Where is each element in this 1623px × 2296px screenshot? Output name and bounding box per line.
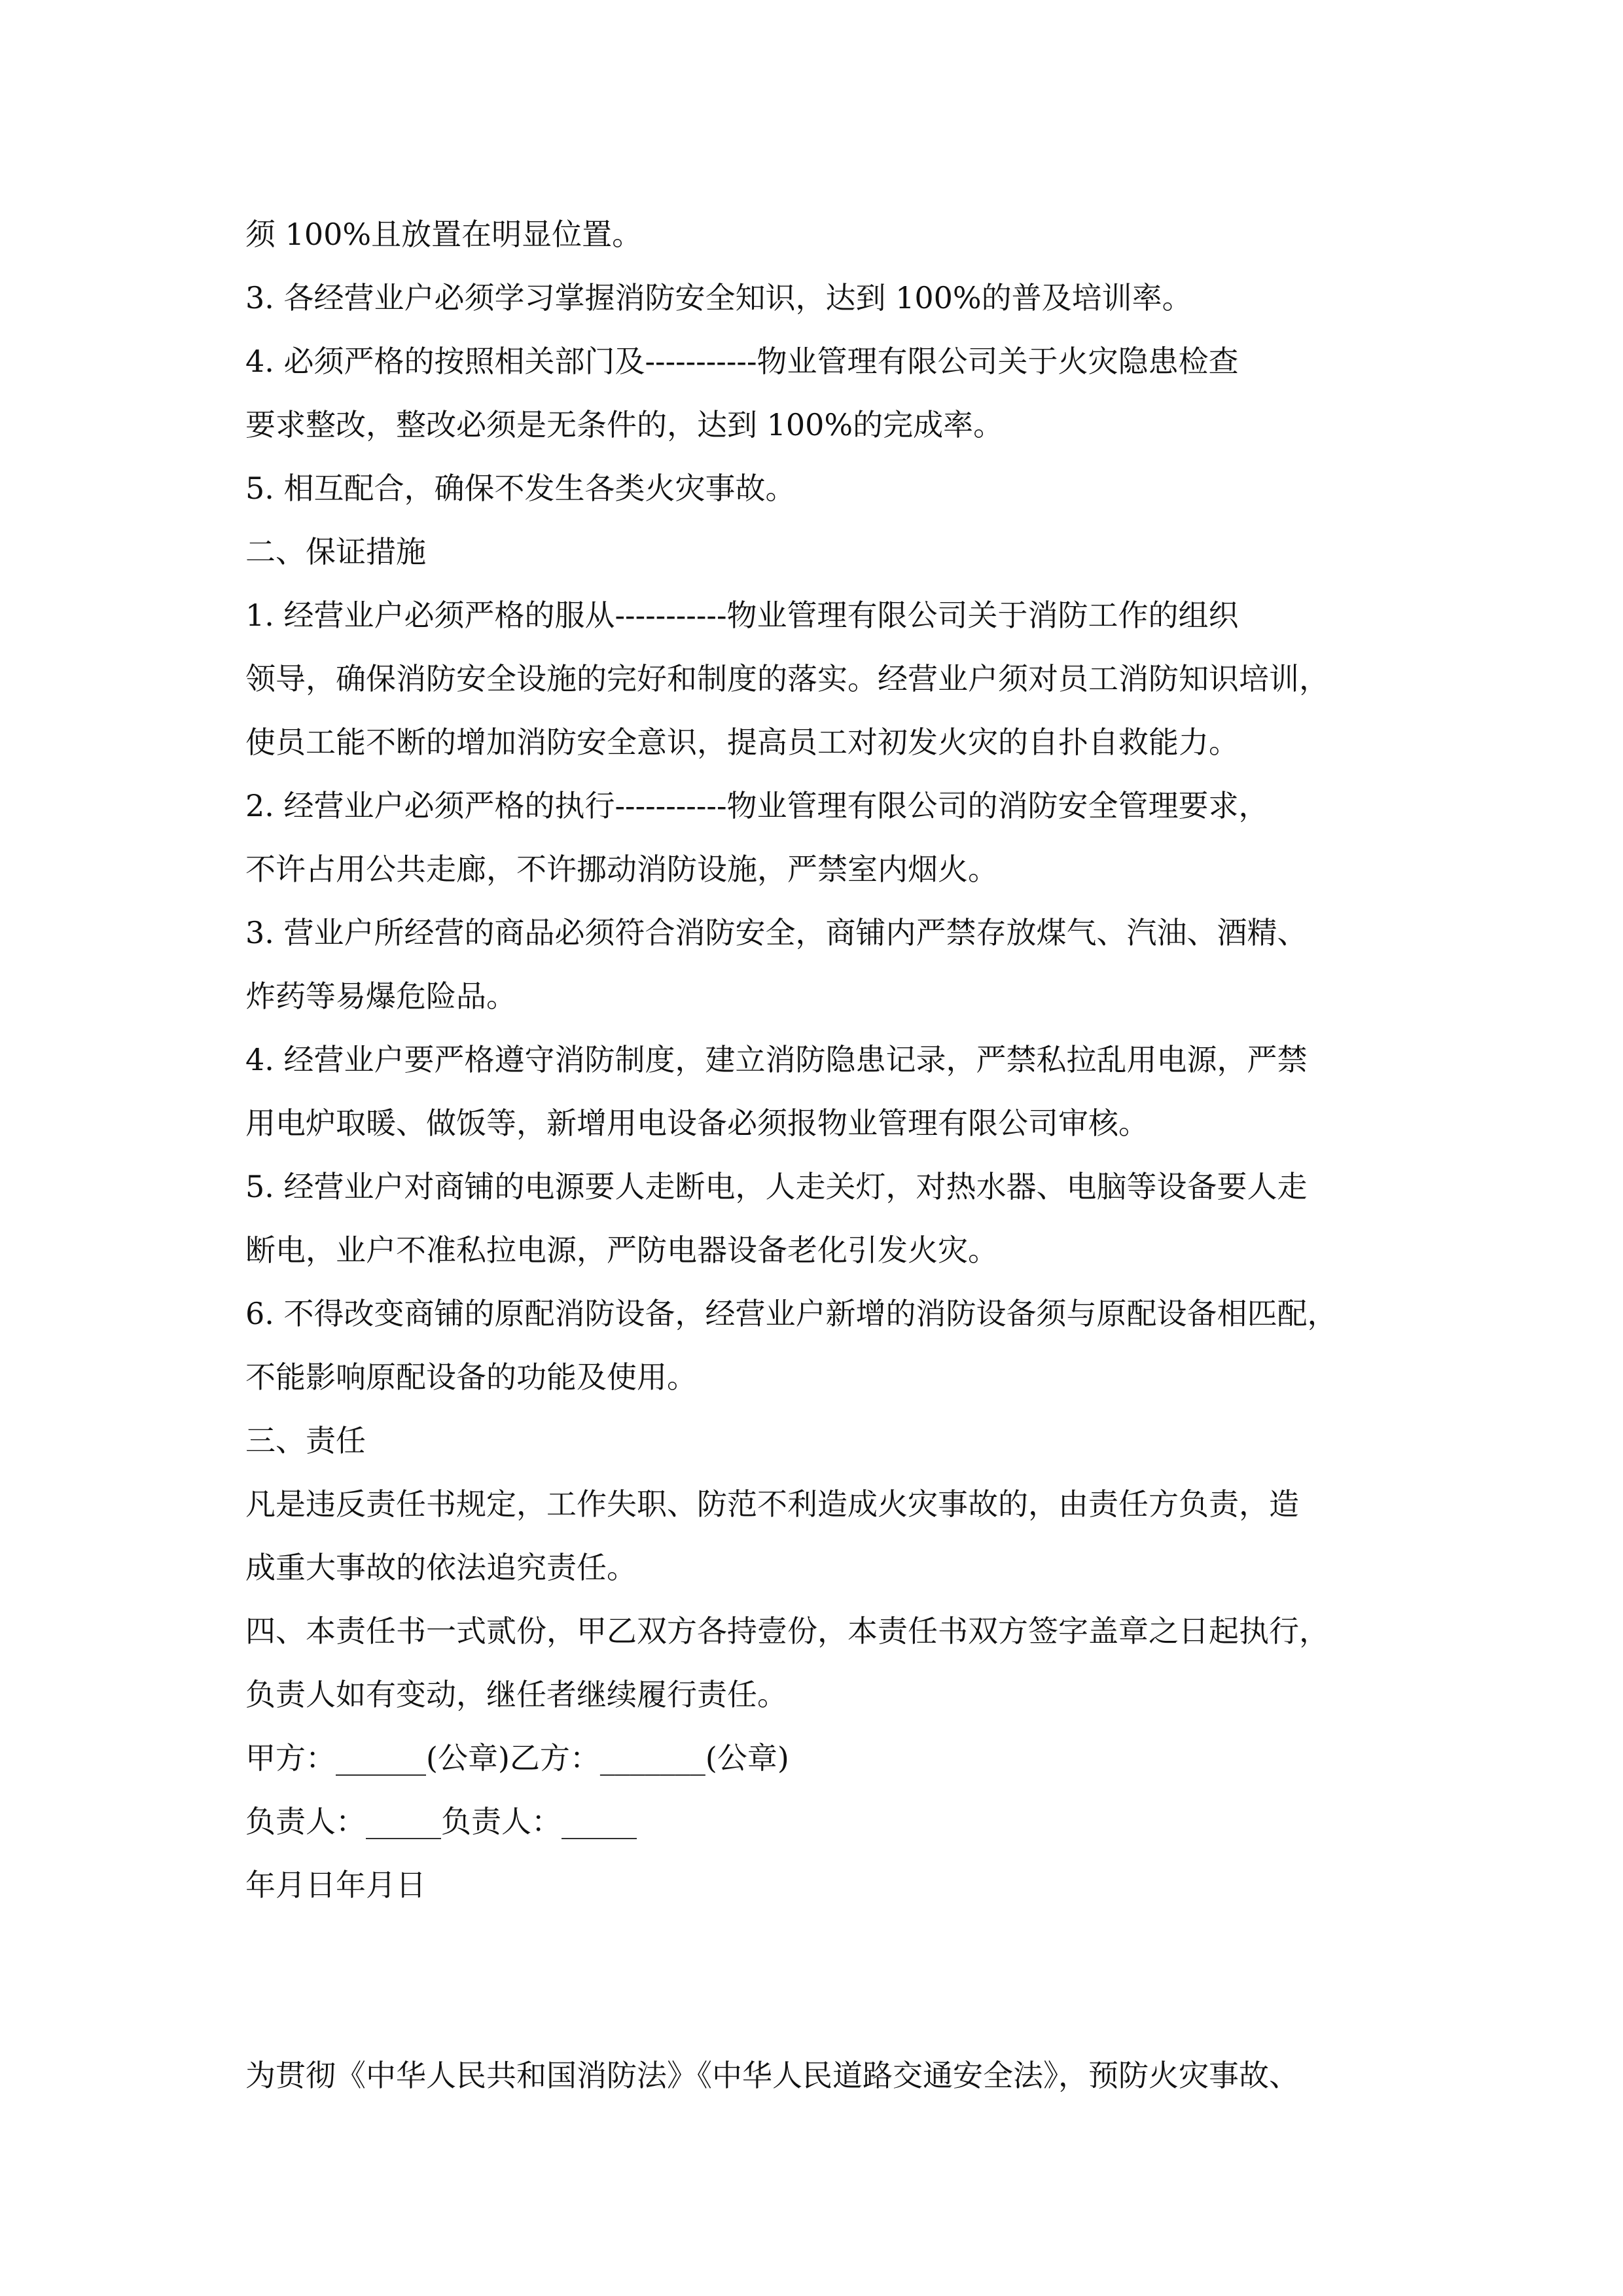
document-body [245,203,1384,2108]
text-line: 凡是违反责任书规定，工作失职、防范不利造成火灾事故的，由责任方负责，造 [245,1486,1299,1522]
section-heading: 三、责任 [245,1423,366,1458]
text-line: 2. 经营业户必须严格的执行-----------物业管理有限公司的消防安全管理要求， [245,788,1269,823]
text-line: 不许占用公共走廊，不许挪动消防设施，严禁室内烟火。 [245,852,998,887]
text-line: 3. 各经营业户必须学习掌握消防安全知识，达到 100%的普及培训率。 [245,280,1192,315]
text-line: 负责人如有变动，继任者继续履行责任。 [245,1677,787,1712]
text-line: 4. 必须严格的按照相关部门及-----------物业管理有限公司关于火灾隐患检查 [245,344,1239,379]
text-line: 5. 经营业户对商铺的电源要人走断电，人走关灯，对热水器、电脑等设备要人走 [245,1169,1308,1204]
closing-text-line: 为贯彻《中华人民共和国消防法》《中华人民道路交通安全法》，预防火灾事故、 [245,2058,1299,2093]
text-line: 5. 相互配合，确保不发生各类火灾事故。 [245,471,796,506]
text-line: 四、本责任书一式贰份，甲乙双方各持壹份，本责任书双方签字盖章之日起执行， [245,1613,1329,1649]
text-line: 1. 经营业户必须严格的服从-----------物业管理有限公司关于消防工作的组织 [245,598,1239,633]
text-line: 6. 不得改变商铺的原配消防设备，经营业户新增的消防设备须与原配设备相匹配， [245,1296,1338,1331]
text-line: 领导，确保消防安全设施的完好和制度的落实。经营业户须对员工消防知识培训， [245,661,1329,696]
text-line: 4. 经营业户要严格遵守消防制度，建立消防隐患记录，严禁私拉乱用电源，严禁 [245,1042,1308,1077]
signature-party-line: 甲方：______(公章)乙方：_______(公章) [245,1740,789,1776]
date-line: 年月日年月日 [245,1867,426,1903]
text-line: 用电炉取暖、做饭等，新增用电设备必须报物业管理有限公司审核。 [245,1105,1149,1141]
paragraph-gap [245,1917,1384,2044]
text-line: 须 100%且放置在明显位置。 [245,217,643,252]
text-line: 断电，业户不准私拉电源，严防电器设备老化引发火灾。 [245,1232,998,1268]
text-line: 使员工能不断的增加消防安全意识，提高员工对初发火灾的自扑自救能力。 [245,725,1239,760]
text-line: 不能影响原配设备的功能及使用。 [245,1359,697,1395]
text-line: 炸药等易爆危险品。 [245,978,516,1014]
text-line: 3. 营业户所经营的商品必须符合消防安全，商铺内严禁存放煤气、汽油、酒精、 [245,915,1308,950]
text-line: 成重大事故的依法追究责任。 [245,1550,637,1585]
section-heading: 二、保证措施 [245,534,426,569]
text-line: 要求整改，整改必须是无条件的，达到 100%的完成率。 [245,407,1004,442]
signature-person-line: 负责人：_____负责人：_____ [245,1804,637,1839]
